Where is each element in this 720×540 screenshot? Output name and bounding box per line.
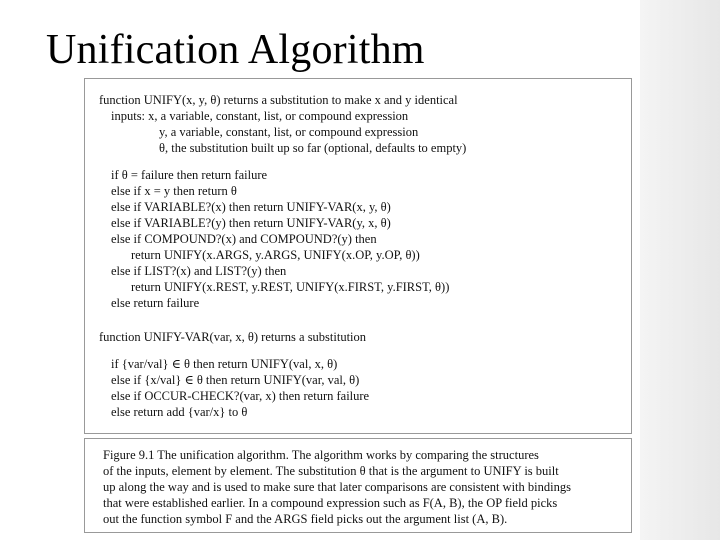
algorithm-line: inputs: x, a variable, constant, list, or compound expression: [111, 109, 409, 123]
algorithm-line: else if {x/val} ∈ θ then return UNIFY(var, val, θ): [111, 373, 360, 387]
algorithm-line: return UNIFY(x.ARGS, y.ARGS, UNIFY(x.OP, y.OP, θ)): [131, 248, 420, 262]
caption-line: that were established earlier. In a compound expression such as F(A, B), the OP field picks: [103, 496, 558, 510]
figure-caption: [84, 438, 632, 533]
algorithm-line: else if LIST?(x) and LIST?(y) then: [111, 264, 287, 278]
algorithm-figure: [84, 78, 632, 434]
caption-line: up along the way and is used to make sure that later comparisons are consistent with bindings: [103, 480, 571, 494]
algorithm-line: else if OCCUR-CHECK?(var, x) then return failure: [111, 389, 370, 403]
algorithm-line: y, a variable, constant, list, or compound expression: [159, 125, 419, 139]
algorithm-line: else if COMPOUND?(x) and COMPOUND?(y) then: [111, 232, 377, 246]
algorithm-line: return UNIFY(x.REST, y.REST, UNIFY(x.FIRST, y.FIRST, θ)): [131, 280, 450, 294]
algorithm-line: else return failure: [111, 296, 200, 310]
algorithm-line: else if VARIABLE?(x) then return UNIFY-VAR(x, y, θ): [111, 200, 391, 214]
caption-line: Figure 9.1 The unification algorithm. The algorithm works by comparing the structures: [103, 448, 539, 462]
algorithm-line: if θ = failure then return failure: [111, 168, 268, 182]
background-side-strip: [640, 0, 720, 540]
algorithm-line: else return add {var/x} to θ: [111, 405, 248, 419]
algorithm-line: function UNIFY(x, y, θ) returns a substitution to make x and y identical: [99, 93, 458, 107]
algorithm-line: θ, the substitution built up so far (optional, defaults to empty): [159, 141, 467, 155]
algorithm-line: else if x = y then return θ: [111, 184, 237, 198]
algorithm-line: if {var/val} ∈ θ then return UNIFY(val, x, θ): [111, 357, 338, 371]
caption-line: of the inputs, element by element. The substitution θ that is the argument to UNIFY is built: [103, 464, 559, 478]
caption-line: out the function symbol F and the ARGS field picks out the argument list (A, B).: [103, 512, 508, 526]
slide-title: Unification Algorithm: [46, 27, 425, 73]
algorithm-line: else if VARIABLE?(y) then return UNIFY-VAR(y, x, θ): [111, 216, 391, 230]
algorithm-line: function UNIFY-VAR(var, x, θ) returns a substitution: [99, 330, 367, 344]
